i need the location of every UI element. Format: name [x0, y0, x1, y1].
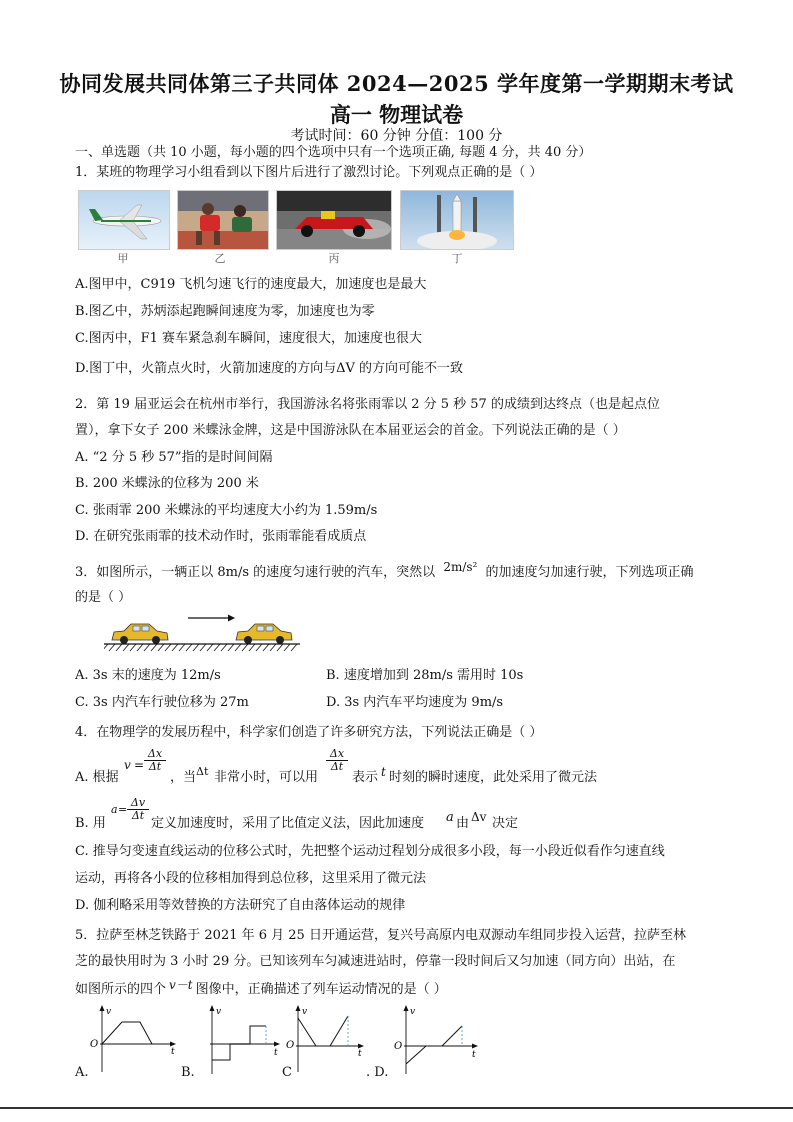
q1-option-b: B.图乙中，苏炳添起跑瞬间速度为零，加速度也为零 — [75, 304, 375, 319]
graph-b-t-label: t — [274, 1048, 278, 1058]
q4-option-a-pre: A. 根据 — [75, 770, 119, 785]
exam-subtitle: 高一 物理试卷 — [329, 102, 464, 127]
ground-hatch — [172, 644, 178, 651]
exam-title: 协同发展共同体第三子共同体 2024—2025 学年度第一学期期末考试 — [59, 71, 734, 96]
q5-label-c: C — [282, 1065, 292, 1080]
ground-hatch — [165, 644, 171, 651]
ground-hatch — [270, 644, 276, 651]
q1-option-c: C.图丙中，F1 赛车紧急刹车瞬间，速度很大，加速度也很大 — [75, 331, 423, 346]
q1-option-d: D.图丁中，火箭点火时，火箭加速度的方向与ΔV 的方向可能不一致 — [75, 361, 464, 376]
q5-graph-a — [88, 1004, 178, 1076]
q4-b-frac-den: Δt — [127, 809, 149, 822]
q4-b-a2: a — [446, 810, 454, 825]
graph-d-t-label: t — [472, 1050, 476, 1060]
racecar-picture — [277, 191, 391, 249]
ground-hatch — [158, 644, 164, 651]
graph-a-v-label: v — [106, 1007, 112, 1017]
q5-label-b: B. — [181, 1065, 195, 1080]
q4-a-formula-v: v — [124, 758, 131, 772]
q1-photo-bing — [276, 190, 392, 250]
q4-b-fraction — [127, 797, 149, 822]
ground-hatch — [116, 644, 122, 651]
car-left — [112, 624, 168, 644]
airplane-picture — [79, 191, 169, 249]
ground-hatch — [277, 644, 283, 651]
q4-option-a-mid2: 非常小时，可以用 — [214, 770, 319, 785]
ground-hatch — [207, 644, 213, 651]
q4-a-frac-den: Δt — [144, 760, 166, 773]
ground-hatch — [186, 644, 192, 651]
graph-c-t-label: t — [358, 1049, 362, 1059]
q4-a-frac2-num: Δx — [329, 747, 345, 760]
q4-a-frac-num: Δx — [147, 747, 163, 760]
q4-b-eq: = — [118, 803, 128, 816]
graph-d-v-label: v — [410, 1007, 416, 1017]
graph-c-origin: O — [286, 1040, 295, 1051]
q3-option-c: C. 3s 内汽车行驶位移为 27m — [75, 695, 249, 710]
q2-stem-line2: 置），拿下女子 200 米蝶泳金牌，这是中国游泳队在本届亚运会的首金。下列说法正确的是（ ） — [75, 423, 626, 438]
graph-d-origin: O — [394, 1041, 403, 1052]
ground-hatch — [104, 644, 108, 651]
ground-hatch — [228, 644, 234, 651]
q4-a-fraction2 — [326, 748, 348, 773]
q4-option-b-pre: B. 用 — [75, 816, 106, 831]
ground-hatch — [242, 644, 248, 651]
q3-car-diagram — [104, 610, 300, 652]
q5-stem-line2: 芝的最快用时为 3 小时 29 分。已知该列车匀减速进站时，停靠一段时间后又匀加速（同方向）出站，在 — [75, 954, 676, 969]
q1-photo-jia — [78, 190, 170, 250]
ground-hatch — [144, 644, 150, 651]
section-heading: 一、单选题（共 10 小题，每小题的四个选项中只有一个选项正确, 每题 4 分，共 40 分） — [75, 145, 592, 160]
q4-option-a-mid1: ，当 — [170, 770, 197, 785]
q4-option-a-post: 时刻的瞬时速度，此处采用了微元法 — [389, 770, 598, 785]
q3-option-b: B. 速度增加到 28m/s 需用时 10s — [326, 668, 524, 683]
q2-option-c: C. 张雨霏 200 米蝶泳的平均速度大小约为 1.59m/s — [75, 503, 378, 518]
ground-hatch — [193, 644, 199, 651]
ground-hatch — [221, 644, 227, 651]
q5-graph-b — [200, 1004, 282, 1076]
q3-stem-line1 — [75, 560, 694, 582]
ground-hatch — [200, 644, 206, 651]
ground-hatch — [235, 644, 241, 651]
caption-bing: 丙 — [328, 252, 340, 265]
q5-graph-d — [392, 1004, 482, 1076]
q4-option-a-mid3: 表示 — [352, 770, 379, 785]
q4-a-formula-eq: = — [134, 758, 145, 772]
ground-hatch — [291, 644, 297, 651]
q4-option-c-line1: C. 推导匀变速直线运动的位移公式时，先把整个运动过程划分成很多小段，每一小段近似看作匀速直线 — [75, 844, 665, 859]
ground-hatch — [284, 644, 290, 651]
q4-option-b-mid: 定义加速度时，采用了比值定义法，因此加速度 — [151, 816, 425, 831]
q3-acceleration-unit: 2m/s² — [443, 560, 478, 574]
caption-ding: 丁 — [451, 252, 463, 265]
graph-b-v-label: v — [216, 1007, 222, 1017]
q4-b-dv: Δv — [471, 810, 487, 824]
q4-option-c-line2: 运动，再将各小段的位移相加得到总位移，这里采用了微元法 — [75, 871, 427, 886]
q2-option-d: D. 在研究张雨霏的技术动作时，张雨霏能看成质点 — [75, 529, 367, 544]
car-right — [236, 624, 292, 644]
ground-hatch — [256, 644, 262, 651]
q1-option-a: A.图甲中，C919 飞机匀速飞行的速度最大，加速度也是最大 — [75, 277, 427, 292]
ground-hatch — [109, 644, 115, 651]
q1-photo-ding — [400, 190, 514, 250]
page-bottom-rule — [0, 1107, 793, 1109]
sprinter-picture — [178, 191, 268, 249]
q4-a-dt: Δt — [196, 765, 209, 778]
q3-option-d: D. 3s 内汽车平均速度为 9m/s — [326, 695, 504, 710]
q3-stem-line2: 的是（ ） — [75, 590, 132, 605]
q2-option-a: A. “2 分 5 秒 57”指的是时间间隔 — [75, 450, 273, 465]
q1-stem: 1．某班的物理学习小组看到以下图片后进行了激烈讨论。下列观点正确的是（ ） — [75, 165, 543, 180]
caption-yi: 乙 — [214, 252, 226, 265]
q5-graph-c — [284, 1004, 366, 1076]
q5-stem-part2: 图像中，正确描述了列车运动情况的是（ ） — [195, 982, 447, 997]
q4-a-t: t — [381, 765, 386, 779]
q3-stem-part1: 3．如图所示，一辆正以 8m/s 的速度匀速行驶的汽车，突然以 — [75, 565, 436, 580]
rocket-picture — [401, 191, 513, 249]
ground-hatch — [151, 644, 157, 651]
q4-option-b-post: 决定 — [492, 816, 519, 831]
graph-a-t-label: t — [171, 1047, 175, 1057]
q5-stem-part1: 如图所示的四个 — [75, 982, 167, 997]
q2-stem-line1: 2．第 19 届亚运会在杭州市举行，我国游泳名将张雨霏以 2 分 5 秒 57 的成绩到达终点（也是起点位 — [75, 397, 660, 412]
q1-photo-yi — [177, 190, 269, 250]
ground-hatch — [179, 644, 185, 651]
q5-label-d: . D. — [366, 1065, 389, 1080]
ground-hatch — [123, 644, 129, 651]
q5-stem-line3 — [75, 980, 447, 999]
ground-hatch — [137, 644, 143, 651]
q4-option-d: D. 伽利略采用等效替换的方法研究了自由落体运动的规律 — [75, 898, 406, 913]
ground-hatch — [249, 644, 255, 651]
graph-c-v-label: v — [302, 1007, 308, 1017]
ground-hatch — [130, 644, 136, 651]
caption-jia: 甲 — [117, 252, 129, 265]
ground-hatch — [214, 644, 220, 651]
q4-stem: 4．在物理学的发展历程中，科学家们创造了许多研究方法，下列说法正确是（ ） — [75, 725, 543, 740]
q4-option-b-mid2: 由 — [456, 816, 470, 831]
q4-a-fraction — [144, 748, 166, 773]
q5-stem-line1: 5．拉萨至林芝铁路于 2021 年 6 月 25 日开通运营，复兴号高原内电双源动车组同步投入运营，拉萨至林 — [75, 928, 686, 943]
q4-a-frac2-den: Δt — [326, 760, 348, 773]
q4-b-a: a — [111, 803, 118, 816]
q5-label-a: A. — [75, 1065, 89, 1080]
q4-b-frac-num: Δv — [130, 796, 146, 809]
ground-hatch — [263, 644, 269, 651]
exam-info: 考试时间：60 分钟 分值：100 分 — [290, 128, 503, 144]
q3-option-a: A. 3s 末的速度为 12m/s — [75, 668, 221, 683]
q5-vt-symbol: v－t — [169, 978, 193, 992]
q2-option-b: B. 200 米蝶泳的位移为 200 米 — [75, 476, 259, 491]
q3-stem-part2: 的加速度匀加速行驶，下列选项正确 — [485, 565, 694, 580]
graph-a-origin: O — [90, 1039, 99, 1050]
